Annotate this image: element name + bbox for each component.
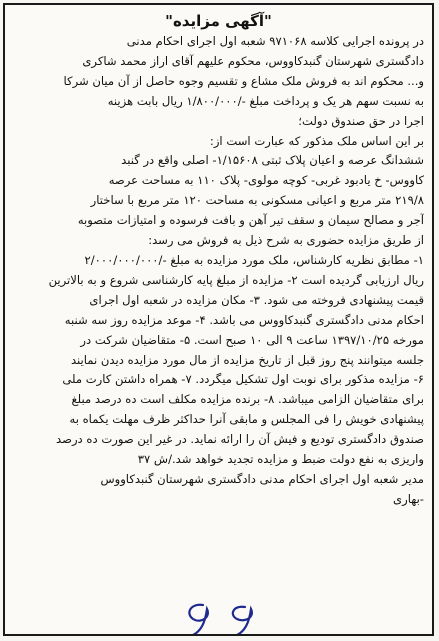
notice-line: قیمت پیشنهادی فروخته می شود. ۳- مکان مزایده در شعبه اول اجرای	[89, 292, 424, 307]
notice-line: ریال ارزیابی گردیده است ۲- مزایده از مبلغ پایه کارشناسی شروع و به بالاترین	[48, 272, 424, 287]
notice-line: اجرا در حق صندوق دولت؛	[298, 113, 424, 128]
notice-line: مورخه ۱۳۹۷/۱۰/۲۵ ساعت ۹ الی ۱۰ صبح است. ۵- متقاضیان شرکت در	[80, 332, 424, 347]
notice-line: بر این اساس ملک مذکور که عبارت است از:	[209, 133, 424, 148]
notice-line: آجر و مصالح سیمان و سقف تیر آهن و بافت فرسوده و امتیازات متصوبه	[77, 213, 424, 228]
notice-body	[5, 32, 432, 510]
notice-line: مدیر شعبه اول اجرای احکام مدنی دادگستری شهرستان گنبدکاووس	[100, 471, 424, 486]
auction-notice	[3, 3, 434, 636]
notice-line: کاووس- خ یادبود غربی- کوچه مولوی- پلاک ۱۱۰ به مساحت عرصه	[108, 173, 424, 188]
notice-line: پیشنهادی خویش را فی المجلس و مابقی آنرا حداکثر ظرف مهلت یکماه به	[69, 412, 424, 427]
notice-line: احکام مدنی دادگستری گنبدکاووس می باشد. ۴- موعد مزایده روز سه شنبه	[64, 312, 424, 327]
notice-line: ششدانگ عرصه و اعیان پلاک ثبتی ۱/۱۵۶۰۸- اصلی واقع در گنبد	[121, 153, 424, 168]
notice-line: و... محکوم اند به فروش ملک مشاع و تقسیم وجوه حاصل از آن میان شرکا	[63, 73, 424, 88]
notice-line: در پرونده اجرایی کلاسه ۹۷۱۰۶۸ شعبه اول اجرای احکام مدنی	[126, 34, 424, 48]
handwritten-signature	[175, 597, 285, 636]
notice-line: ۲۱۹/۸ متر مربع و اعیانی مسکونی به مساحت ۱۲۰ متر مربع با ساختار	[90, 193, 424, 208]
notice-line: از طریق مزایده حضوری به شرح ذیل به فروش می رسد:	[148, 233, 424, 248]
notice-line: دادگستری شهرستان گنبدکاووس، محکوم علیهم آقای اراز محمد شاکری	[82, 53, 424, 68]
notice-line: جلسه میتوانند پنج روز قبل از تاریخ مزایده از مال مورد مزایده دیدن نمایند	[70, 352, 424, 367]
notice-line: -بهاری	[393, 491, 424, 506]
notice-title: "آگهی مزایده"	[165, 12, 272, 30]
notice-line: صندوق دادگستری تودیع و فیش آن را ارائه نماید. در غیر این صورت ده درصد	[56, 432, 424, 447]
notice-line: ۶- مزایده مذکور برای نوبت اول تشکیل میگردد. ۷- همراه داشتن کارت ملی	[62, 372, 424, 387]
notice-line: واریزی به نفع دولت ضبط و مزایده تجدید خواهد شد./ش ۳۷	[137, 452, 424, 467]
notice-line: ۱- مطابق نظریه کارشناس، ملک مورد مزایده به مبلغ -/۲/۰۰۰/۰۰۰/۰۰۰	[84, 252, 424, 267]
notice-line: برای متقاضیان الزامی میباشد. ۸- برنده مزایده مکلف است ده درصد مبلغ	[71, 392, 424, 407]
notice-line: به نسبت سهم هر یک و پرداخت مبلغ -/۱/۸۰۰/۰۰۰ ریال بابت هزینه	[107, 93, 424, 108]
